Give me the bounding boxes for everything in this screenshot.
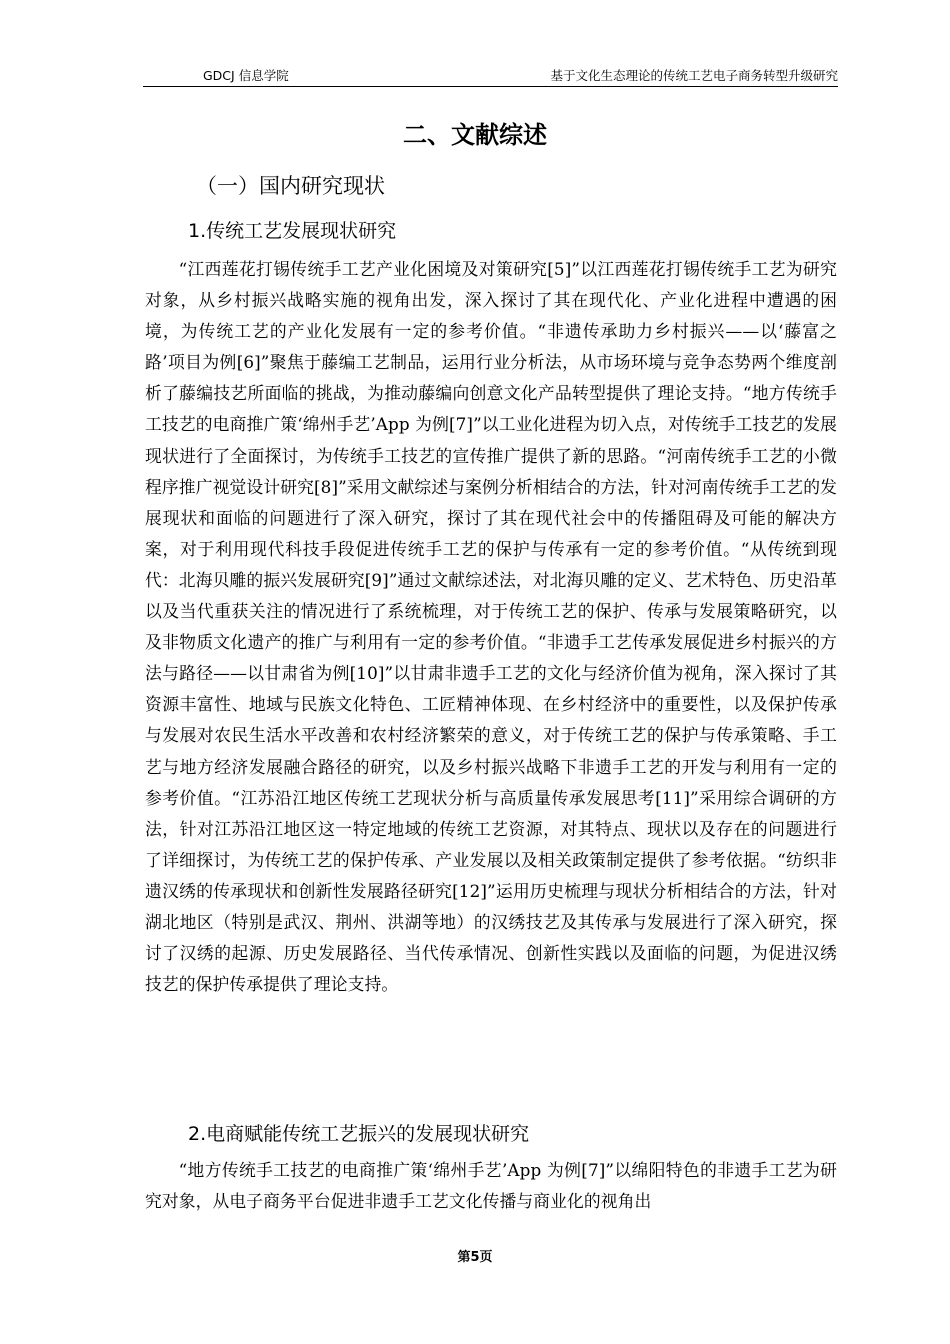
page-number: 第5页 xyxy=(457,1250,493,1265)
header-rule xyxy=(143,86,838,87)
subsection-title: （一）国内研究现状 xyxy=(196,174,385,198)
running-header xyxy=(143,67,838,87)
body-paragraph-1: “江西莲花打锡传统手工艺产业化困境及对策研究[5]”以江西莲花打锡传统手工艺为研究对象，从乡村振兴战略实施的视角出发，深入探讨了其在现代化、产业化进程中遭遇的困境，为传统工艺的产业化发展有一定的参考价值。“非遗传承助力乡村振兴——以‘藤富之路’项目为例[6]”聚焦于藤编工艺制品，运用行业分析法，从市场环境与竞争态势两个维度剖析了藤编技艺所面临的挑战，为推动藤编向创意文化产品转型提供了理论支持。“地方传统手工技艺的电商推广策‘绵州手艺’App 为例[7]”以工业化进程为切入点，对传统手工技艺的发展现状进行了全面探讨，为传统手工技艺的宣传推广提供了新的思路。“河南传统手工艺的小微程序推广视觉设计研究[8]”采用文献综述与案例分析相结合的方法，针对河南传统手工艺的发展现状和面临的问题进行了深入研究，探讨了其在现代社会中的传播阻碍及可能的解决方案，对于利用现代科技手段促进传统手工艺的保护与传承有一定的参考价值。“从传统到现代：北海贝雕的振兴发展研究[9]”通过文献综述法，对北海贝雕的定义、艺术特色、历史沿革以及当代重获关注的情况进行了系统梳理，对于传统工艺的保护、传承与发展策略研究，以及非物质文化遗产的推广与利用有一定的参考价值。“非遗手工艺传承发展促进乡村振兴的方法与路径——以甘肃省为例[10]”以甘肃非遗手工艺的文化与经济价值为视角，深入探讨了其资源丰富性、地域与民族文化特色、工匠精神体现、在乡村经济中的重要性，以及保护传承与发展对农民生活水平改善和农村经济繁荣的意义，对于传统工艺的保护与传承策略、手工艺与地方经济发展融合路径的研究，以及乡村振兴战略下非遗手工艺的开发与利用有一定的参考价值。“江苏沿江地区传统工艺现状分析与高质量传承发展思考[11]”采用综合调研的方法，针对江苏沿江地区这一特定地域的传统工艺资源，对其特点、现状以及存在的问题进行了详细探讨，为传统工艺的保护传承、产业发展以及相关政策制定提供了参考依据。“纺织非遗汉绣的传承现状和创新性发展路径研究[12]”运用历史梳理与现状分析相结合的方法，针对湖北地区（特别是武汉、荆州、洪湖等地）的汉绣技艺及其传承与发展进行了深入研究，探讨了汉绣的起源、历史发展路径、当代传承情况、创新性实践以及面临的问题，为促进汉绣技艺的保护传承提供了理论支持。 xyxy=(145,259,837,995)
header-institution: GDCJ 信息学院 xyxy=(203,68,289,83)
section-title: 二、文献综述 xyxy=(403,121,547,149)
body-paragraph-2: “地方传统手工技艺的电商推广策‘绵州手艺’App 为例[7]”以绵阳特色的非遗手工艺为研究对象，从电子商务平台促进非遗手工艺文化传播与商业化的视角出 xyxy=(145,1160,837,1212)
subsubsection-title-1: 1.传统工艺发展现状研究 xyxy=(188,220,397,242)
header-thesis-title: 基于文化生态理论的传统工艺电子商务转型升级研究 xyxy=(550,68,838,83)
subsubsection-title-2: 2.电商赋能传统工艺振兴的发展现状研究 xyxy=(188,1123,530,1145)
